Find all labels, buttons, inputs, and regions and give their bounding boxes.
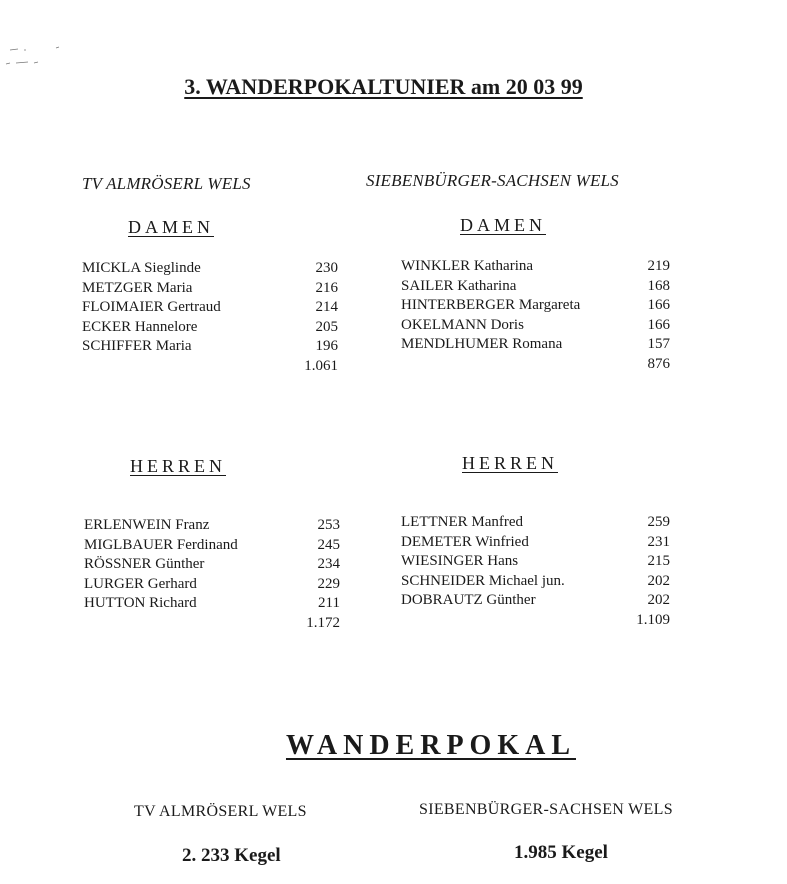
player-name: MIGLBAUER Ferdinand: [84, 536, 238, 553]
player-name: MICKLA Sieglinde: [82, 260, 201, 276]
list-item: [82, 318, 338, 338]
player-score: 219: [647, 258, 670, 274]
list-item: [84, 536, 340, 556]
right-herren-heading: HERREN: [462, 453, 558, 473]
player-score: 229: [317, 575, 340, 592]
player-name: ERLENWEIN Franz: [84, 517, 210, 533]
left-damen-list: [82, 259, 338, 377]
player-name: RÖSSNER Günther: [84, 556, 205, 573]
player-score: 157: [647, 336, 670, 353]
left-herren-list: [84, 516, 340, 634]
player-score: 259: [647, 514, 670, 530]
summary-left-total: 2. 233 Kegel: [182, 845, 281, 866]
player-score: 231: [647, 533, 670, 550]
summary-right-club: SIEBENBÜRGER-SACHSEN WELS: [419, 801, 673, 818]
list-item: [401, 533, 670, 553]
player-name: LETTNER Manfred: [401, 514, 524, 530]
player-score: 214: [315, 299, 338, 316]
player-score: 166: [647, 297, 670, 314]
left-herren-heading: HERREN: [130, 456, 226, 476]
summary-right-total: 1.985 Kegel: [514, 842, 608, 863]
player-score: 196: [315, 338, 338, 355]
list-item: [401, 316, 670, 336]
list-item: [401, 257, 670, 277]
page-title: 3. WANDERPOKALTUNIER am 20 03 99: [184, 74, 583, 99]
player-score: 202: [647, 572, 670, 589]
player-score: 215: [647, 553, 670, 570]
list-item: [82, 259, 338, 279]
player-name: SAILER Katharina: [401, 277, 517, 294]
team-total: 876: [647, 355, 670, 372]
list-item: [84, 516, 340, 536]
player-name: DEMETER Winfried: [401, 533, 529, 550]
left-damen-heading: DAMEN: [128, 217, 214, 237]
player-score: 168: [647, 277, 670, 294]
right-damen-list: [401, 257, 670, 375]
list-item: [401, 513, 670, 533]
player-name: ECKER Hannelore: [82, 318, 198, 335]
summary-left-club: TV ALMRÖSERL WELS: [134, 803, 307, 820]
player-name: LURGER Gerhard: [84, 575, 197, 592]
wanderpokal-heading: WANDERPOKAL: [285, 730, 576, 761]
left-club-name: TV ALMRÖSERL WELS: [82, 174, 251, 193]
player-name: FLOIMAIER Gertraud: [82, 299, 221, 316]
list-item: [401, 591, 670, 611]
player-name: HUTTON Richard: [84, 595, 197, 612]
list-item: [401, 552, 670, 572]
team-total: 1.172: [306, 614, 340, 631]
player-score: 253: [317, 517, 340, 533]
right-damen-heading: DAMEN: [460, 215, 546, 235]
player-score: 205: [315, 318, 338, 335]
list-item: [401, 296, 670, 316]
list-item: [401, 277, 670, 297]
player-name: SCHIFFER Maria: [82, 338, 192, 355]
list-item: [84, 555, 340, 575]
player-name: DOBRAUTZ Günther: [401, 592, 536, 609]
player-name: WINKLER Katharina: [401, 258, 534, 274]
list-item: [401, 335, 670, 355]
player-name: SCHNEIDER Michael jun.: [401, 572, 565, 589]
team-total: 1.061: [304, 357, 338, 374]
list-item: [401, 572, 670, 592]
player-name: METZGER Maria: [82, 279, 193, 296]
list-item: [84, 594, 340, 614]
list-item: [82, 298, 338, 318]
right-club-name: SIEBENBÜRGER-SACHSEN WELS: [366, 171, 619, 190]
player-name: OKELMANN Doris: [401, 316, 524, 333]
player-name: HINTERBERGER Margareta: [401, 297, 581, 314]
player-score: 211: [318, 595, 340, 612]
player-score: 166: [647, 316, 670, 333]
right-herren-list: [401, 513, 670, 631]
scan-mark-decoration: [4, 46, 64, 70]
player-name: WIESINGER Hans: [401, 553, 519, 570]
team-total: 1.109: [636, 611, 670, 628]
player-name: MENDLHUMER Romana: [401, 336, 563, 353]
list-item: [82, 337, 338, 357]
player-score: 216: [315, 279, 338, 296]
player-score: 202: [647, 592, 670, 609]
list-item: [82, 279, 338, 299]
player-score: 230: [315, 260, 338, 276]
list-item: [84, 575, 340, 595]
player-score: 245: [317, 536, 340, 553]
player-score: 234: [317, 556, 340, 573]
